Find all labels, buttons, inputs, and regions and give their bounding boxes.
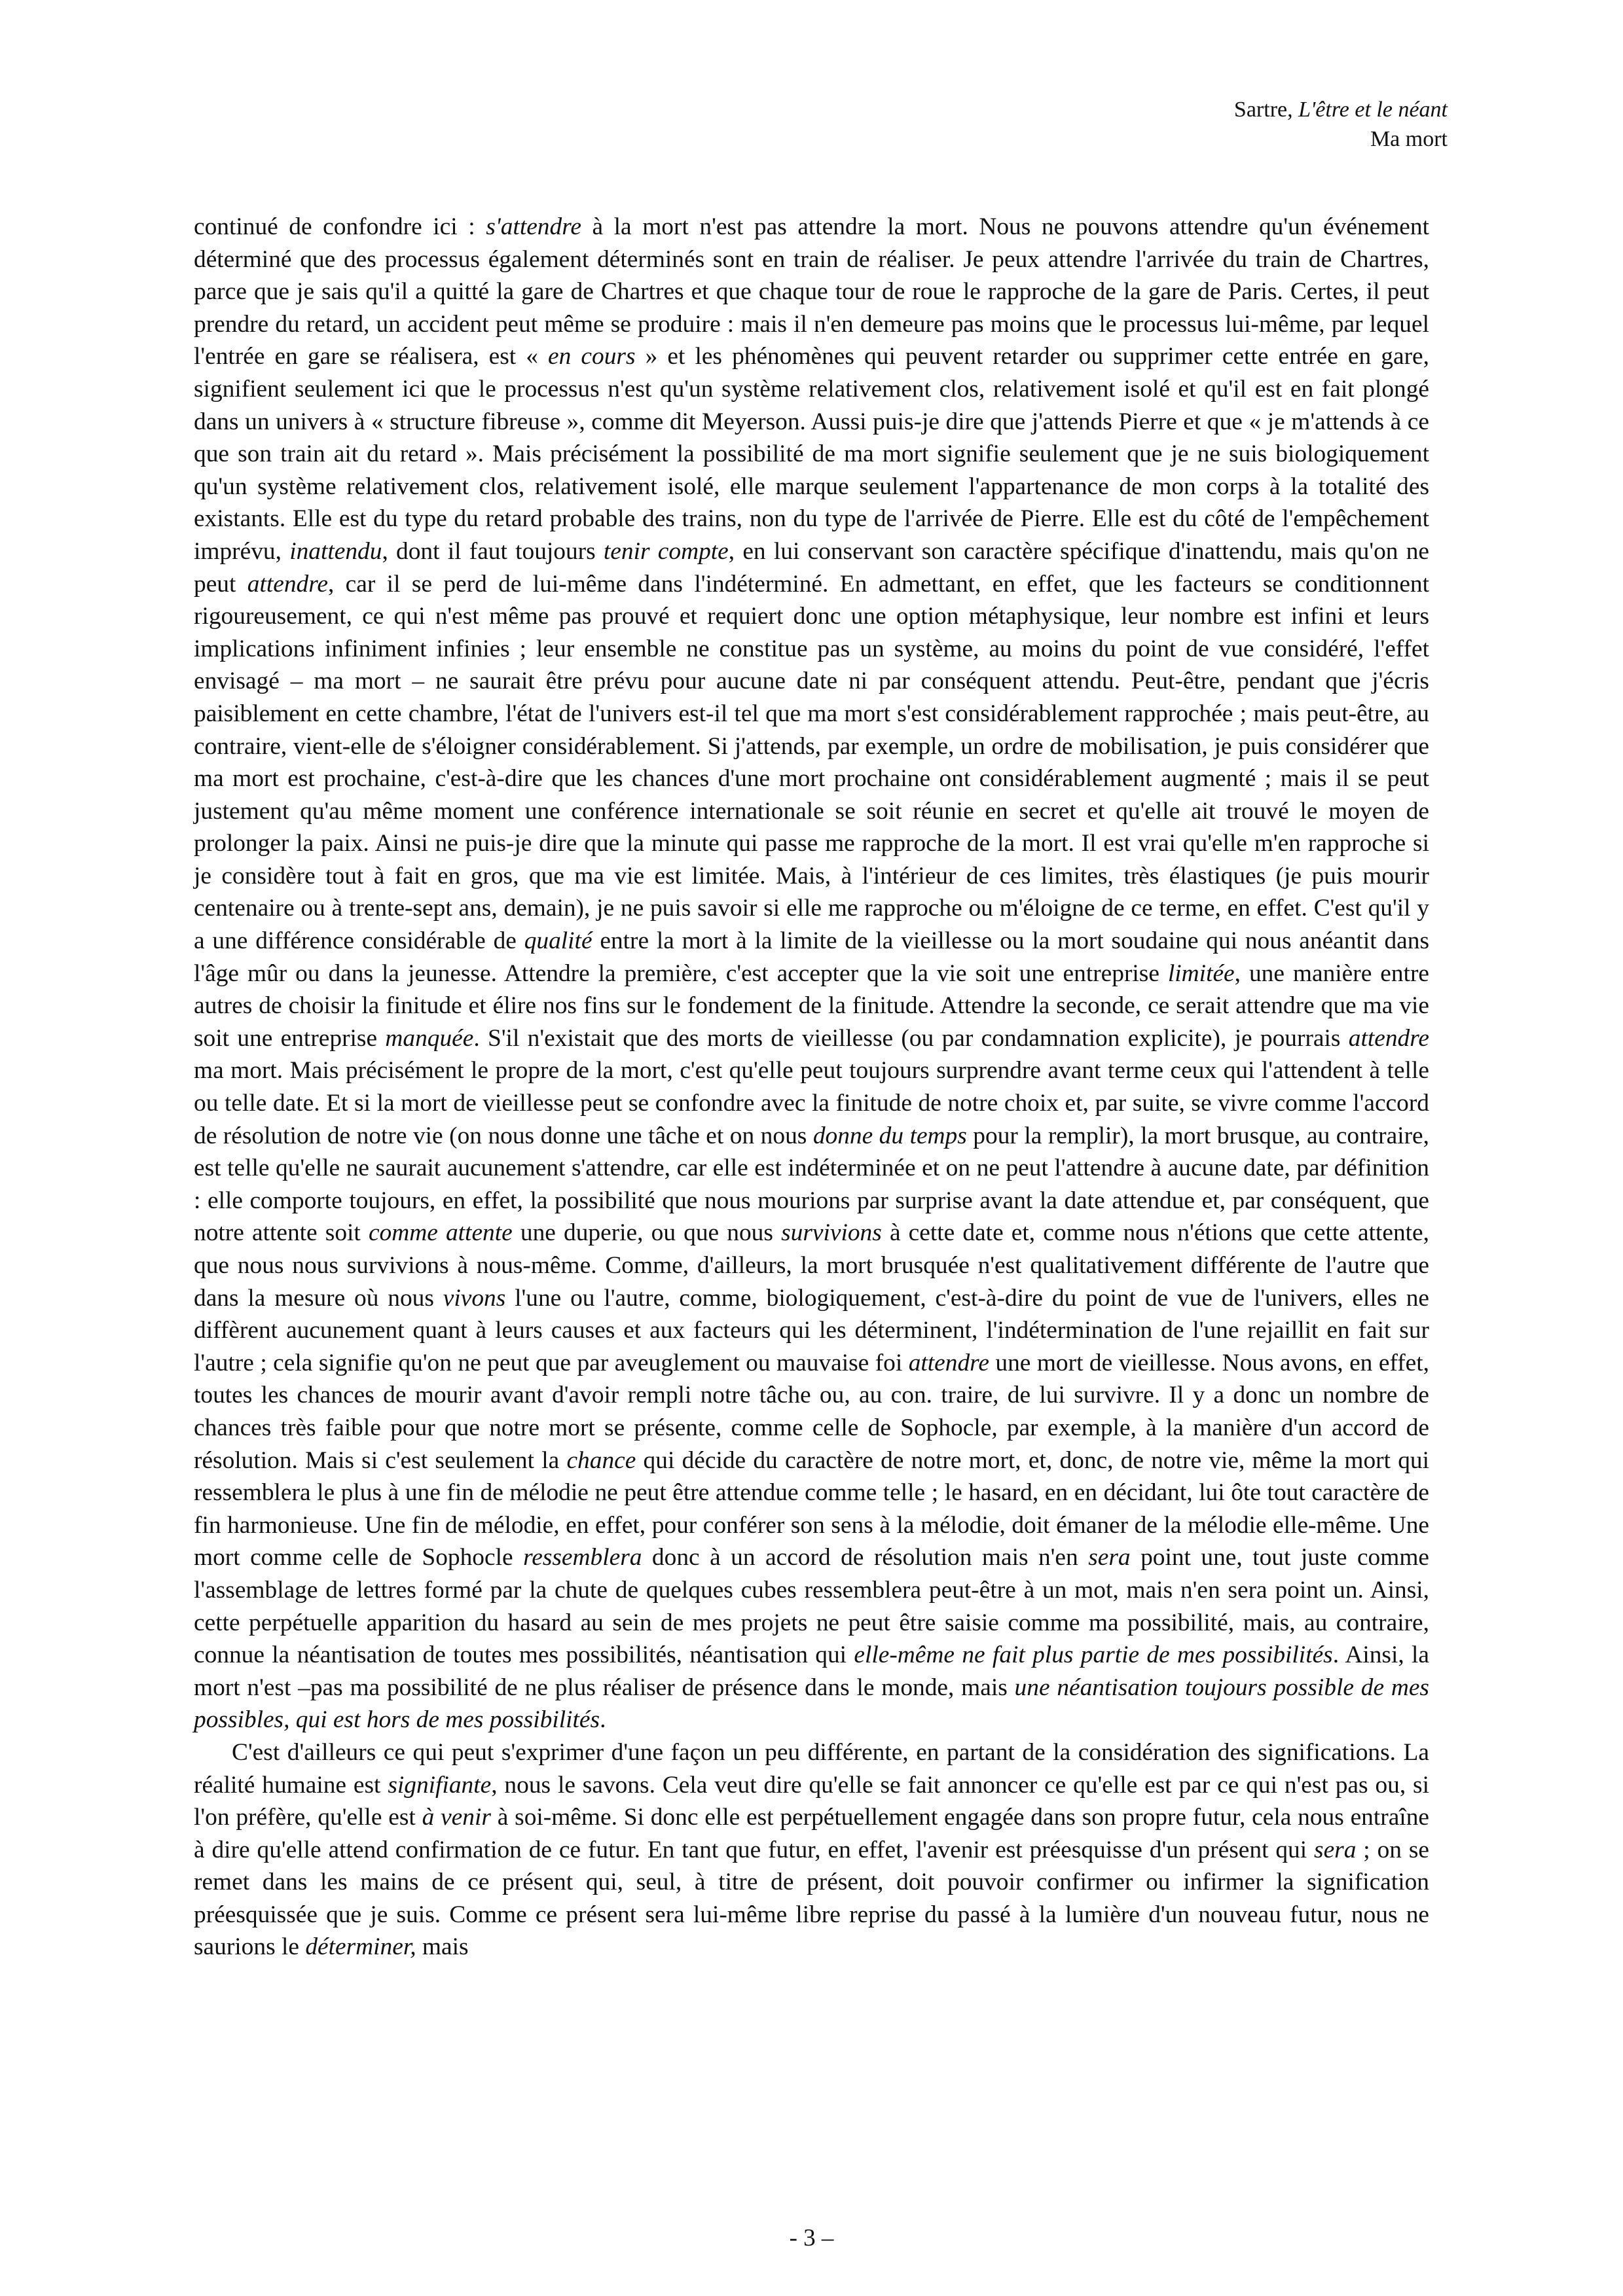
running-header (1234, 95, 1448, 154)
italic-run: s'attendre (486, 213, 581, 240)
italic-run: ressemblera (523, 1544, 642, 1571)
text-run: , une manière entre autres de choisir la finitude et élire nos fins sur le fondement de la finitude. Attendre la seconde, ce serait attendre que ma vie soit une entreprise (194, 960, 1430, 1052)
italic-run: attendre (247, 570, 328, 598)
italic-run: limitée (1167, 960, 1235, 987)
italic-run: comme attente (368, 1219, 513, 1247)
italic-run: en cours (548, 343, 636, 370)
text-run: . Ainsi, la mort n'est –pas ma possibilité de ne plus réaliser de présence dans le monde, mais (194, 1641, 1430, 1701)
text-run: qui décide du caractère de notre mort, et, donc, de notre vie, même la mort qui ressemblera le plus à une fin de mélodie ne peut être attendue comme telle ; le hasard, en en décidant, lui ôte tout caractère de fin harmonieuse. Une fin de mélodie, en effet, pour conférer son sens à la mélodie, doit émaner de la mélodie elle-même. Une mort comme celle de Sophocle (194, 1446, 1429, 1571)
text-run: , nous le savons. Cela veut dire qu'elle se fait annoncer ce qu'elle est par ce qui n'est pas ou, si l'on préfère, qu'elle est (194, 1771, 1429, 1831)
header-section: Ma mort (1370, 127, 1448, 151)
text-run: C'est d'ailleurs ce qui peut s'exprimer d'une façon un peu différente, en partant de la considération des significations. La réalité humaine est (194, 1738, 1429, 1799)
text-run: , dont il faut toujours (382, 537, 604, 565)
italic-run: manquée (385, 1024, 474, 1052)
page-number: - 3 – (789, 2225, 834, 2251)
italic-run: sera (1314, 1836, 1357, 1863)
italic-run: inattendu (289, 537, 382, 565)
text-run: » et les phénomènes qui peuvent retarder ou supprimer cette entrée en gare, signifient seulement ici que le processus n'est qu'un système relativement clos, relativement isolé et qu'il est en fait plongé dans un univers à « structure fibreuse », comme dit Meyerson. Aussi puis-je dire que j'attends Pierre et que « je m'attends à ce que son train ait du retard ». Mais précisément la possibilité de ma mort signifie seulement que je ne suis biologiquement qu'un système relativement clos, relativement isolé, elle marque seulement l'appartenance de mon corps à la totalité des existants. Elle est du type du retard probable des trains, non du type de l'arrivée de Pierre. Elle est du côté de l'empêchement imprévu, (194, 343, 1429, 565)
italic-run: sera (1088, 1544, 1131, 1571)
italic-run: déterminer, (305, 1933, 416, 1961)
text-run: à la mort n'est pas attendre la mort. Nous ne pouvons attendre qu'un événement déterminé que des processus également déterminés sont en train de réaliser. Je peux attendre l'arrivée du train de Chartres, parce que je sais qu'il a quitté la gare de Chartres et que chaque tour de roue le rapproche de la gare de Paris. Certes, il peut prendre du retard, un accident peut même se produire : mais il n'en demeure pas moins que le processus lui-même, par lequel l'entrée en gare se réalisera, est « (194, 213, 1429, 370)
italic-run: tenir compte (603, 537, 729, 565)
italic-run: signifiante (388, 1771, 492, 1799)
paragraph (194, 1736, 1429, 1964)
italic-run: attendre (1348, 1024, 1429, 1052)
text-run: mais (416, 1933, 469, 1961)
italic-run: elle-même ne fait plus partie de mes possibilités (854, 1641, 1333, 1669)
italic-run: une néantisation toujours possible de mes possibles, qui est hors de mes possibilités (194, 1674, 1429, 1734)
text-run: à cette date et, comme nous n'étions que cette attente, que nous nous survivions à nous-même. Comme, d'ailleurs, la mort brusquée n'est qualitativement différente de l'autre que dans la mesure où nous (194, 1219, 1429, 1312)
italic-run: attendre (908, 1349, 989, 1376)
text-run: , car il se perd de lui-même dans l'indéterminé. En admettant, en effet, que les facteurs se conditionnent rigoureusement, ce qui n'est même pas prouvé et requiert donc une option métaphysique, leur nombre est infini et leurs implications infiniment infinies ; leur ensemble ne constitue pas un système, au moins du point de vue considéré, l'effet envisagé – ma mort – ne saurait être prévu pour aucune date ni par conséquent attendu. Peut-être, pendant que j'écris paisiblement en cette chambre, l'état de l'univers est-il tel que ma mort s'est considérablement rapprochée ; mais peut-être, au contraire, vient-elle de s'éloigner considérablement. Si j'attends, par exemple, un ordre de mobilisation, je puis considérer que ma mort est prochaine, c'est-à-dire que les chances d'une mort prochaine ont considérablement augmenté ; mais il se peut justement qu'au même moment une conférence internationale se soit réunie en secret et qu'elle ait trouvé le moyen de prolonger la paix. Ainsi ne puis-je dire que la minute qui passe me rapproche de la mort. Il est vrai qu'elle m'en rapproche si je considère tout à fait en gros, que ma vie est limitée. Mais, à l'intérieur de ces limites, très élastiques (je puis mourir centenaire ou à trente-sept ans, demain), je ne puis savoir si elle me rapproche ou m'éloigne de ce terme, en effet. C'est qu'il y a une différence considérable de (194, 570, 1429, 955)
text-run: ; on se remet dans les mains de ce présent qui, seul, à titre de présent, doit pouvoir confirmer ou infirmer la signification préesquissée que je suis. Comme ce présent sera lui-même libre reprise du passé à la lumière d'un nouveau futur, nous ne saurions le (194, 1836, 1429, 1961)
text-run: à soi-même. Si donc elle est perpétuellement engagée dans son propre futur, cela nous entraîne à dire qu'elle attend confirmation de ce futur. En tant que futur, en effet, l'avenir est préesquisse d'un présent qui (194, 1804, 1429, 1863)
italic-run: donne du temps (812, 1122, 967, 1149)
text-run: , en lui conservant son caractère spécifique d'inattendu, mais qu'on ne peut (194, 537, 1429, 598)
text-run: continué de confondre ici : (194, 213, 486, 240)
italic-run: vivons (443, 1284, 506, 1312)
text-run: l'une ou l'autre, comme, biologiquement, c'est-à-dire du point de vue de l'univers, elles ne diffèrent aucunement quant à leurs causes et aux facteurs qui les déterminent, l'indétermination de l'une rejaillit en fait sur l'autre ; cela signifie qu'on ne peut que par aveuglement ou mauvaise foi (194, 1284, 1429, 1376)
header-author: Sartre, (1233, 98, 1299, 122)
header-book-title: L'être et le néant (1298, 98, 1448, 122)
text-run: une duperie, ou que nous (512, 1219, 782, 1247)
text-run: point une, tout juste comme l'assemblage de lettres formé par la chute de quelques cubes ressemblera peut-être à un mot, mais n'en sera point un. Ainsi, cette perpétuelle apparition du hasard au sein de mes projets ne peut être saisie comme ma possibilité, mais, au contraire, connue la néantisation de toutes mes possibilités, néantisation qui (194, 1544, 1429, 1669)
text-run: . S'il n'existait que des morts de vieillesse (ou par condamnation explicite), je pourrais (473, 1024, 1349, 1052)
italic-run: survivions (781, 1219, 882, 1247)
text-run: pour la remplir), la mort brusque, au contraire, est telle qu'elle ne saurait aucunement s'attendre, car elle est indéterminée et on ne peut l'attendre à aucune date, par définition : elle comporte toujours, en effet, la possibilité que nous mourions par surprise avant la date attendue et, par conséquent, que notre attente soit (194, 1122, 1429, 1247)
body-text (194, 211, 1429, 1964)
text-run: . (600, 1706, 606, 1734)
text-run: une mort de vieillesse. Nous avons, en effet, toutes les chances de mourir avant d'avoir rempli notre tâche ou, au con. traire, de lui survivre. Il y a donc un nombre de chances très faible pour que notre mort se présente, comme celle de Sophocle, par exemple, à la manière d'un accord de résolution. Mais si c'est seulement la (194, 1349, 1430, 1474)
italic-run: qualité (524, 927, 593, 955)
italic-run: à venir (422, 1804, 491, 1831)
italic-run: chance (566, 1446, 636, 1474)
header-author-title (1234, 95, 1448, 124)
text-run: entre la mort à la limite de la vieillesse ou la mort soudaine qui nous anéantit dans l'âge mûr ou dans la jeunesse. Attendre la première, c'est accepter que la vie soit une entreprise (194, 927, 1429, 987)
paragraph (194, 211, 1429, 1736)
text-run: ma mort. Mais précisément le propre de la mort, c'est qu'elle peut toujours surprendre avant terme ceux qui l'attendent à telle ou telle date. Et si la mort de vieillesse peut se confondre avec la finitude de notre choix et, par suite, se vivre comme l'accord de résolution de notre vie (on nous donne une tâche et on nous (194, 1057, 1429, 1149)
text-run: donc à un accord de résolution mais n'en (642, 1544, 1089, 1571)
